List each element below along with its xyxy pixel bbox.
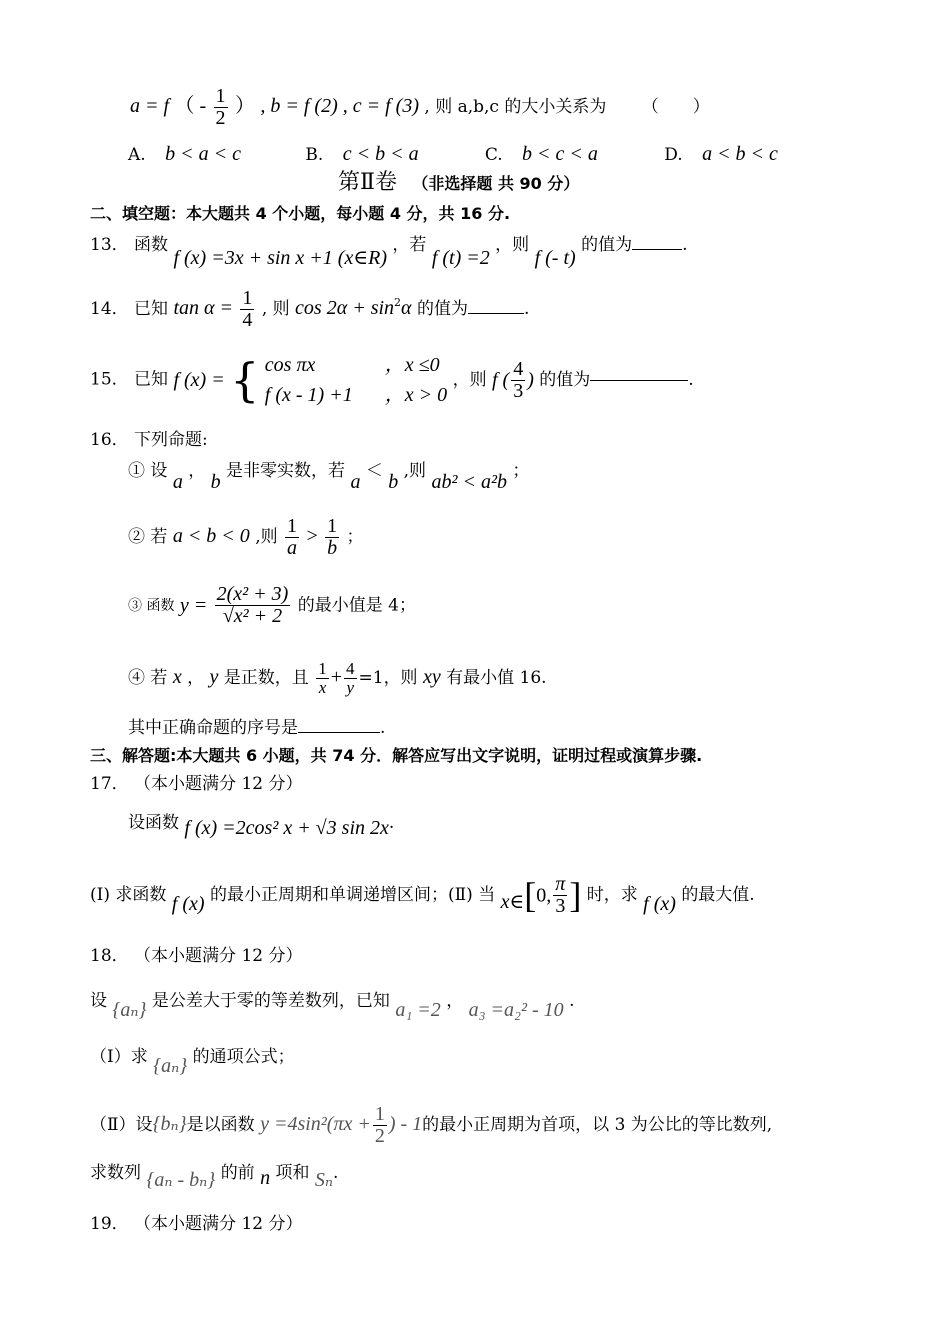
one-over-a-fraction: $\frac{1}{a}$ [287, 515, 298, 559]
q16-item-2: ② 若 a < b < 0 ,则 $\frac{1}{a}$ > $\frac{1}{b}$ ； [128, 515, 364, 559]
q16-item-4: ④ 若 x ， y 是正数，且 $\frac{1}{x}$ + $\frac{4}{y}$ =1，则 xy 有最小值 16. [128, 659, 547, 697]
question-19-header: 19． （本小题满分 12 分） [90, 1214, 303, 1234]
question-18-part2-cont: 求数列 {aₙ - bₙ} 的前 n 项和 Sₙ. [90, 1163, 339, 1191]
one-quarter-fraction: $\frac{1}{4}$ [242, 287, 253, 331]
piecewise-cases: cos πx ，x ≤0 f (x - 1) +1 ，x > 0 [264, 354, 448, 406]
left-brace: { [230, 353, 260, 407]
option-d: D. a < b < c [664, 143, 778, 165]
q12-options [128, 142, 778, 166]
question-18-stem: 设 {aₙ} 是公差大于零的等差数列，已知 a₁ =2 ， a₃ =a₂² - 10 . [90, 991, 575, 1021]
question-17-header: 17． （本小题满分 12 分） [90, 774, 303, 794]
option-b: B. c < b < a [305, 143, 419, 165]
q12-half-fraction: $\frac{1}{2}$ [215, 85, 226, 129]
four-thirds-fraction: $\frac{4}{3}$ [513, 357, 524, 402]
question-17-stem: 设函数 f (x) =2cos² x + √3 sin 2x. [128, 813, 395, 839]
one-over-b-fraction: $\frac{1}{b}$ [327, 515, 338, 559]
section-fill-blank-heading: 二、填空题：本大题共 4 个小题，每小题 4 分，共 16 分. [90, 204, 511, 223]
question-17-parts: (Ⅰ) 求函数 f (x) 的最小正周期和单调递增区间；(Ⅱ) 当 x∈[0, $\frac{\pi}{3}$ ] 时，求 f (x) 的最大值. [90, 873, 755, 918]
question-14: 14． 已知 tan α = $\frac{1}{4}$ , 则 $\cos 2\alpha + \sin^2\alpha$ 的值为 . [90, 287, 530, 331]
option-c: C. b < c < a [484, 143, 598, 165]
q12-stem: a = f （ - $\frac{1}{2}$ ） , b = f (2) , c = f (3) , 则 a,b,c 的大小关系为 （ ） [130, 85, 710, 129]
option-a: A. b < a < c [128, 143, 241, 165]
answer-blank [632, 249, 682, 250]
pi-over-three-fraction: $\frac{\pi}{3}$ [555, 873, 566, 918]
four-over-y-fraction: $\frac{4}{y}$ [346, 659, 355, 697]
right-bracket: ] [569, 875, 582, 915]
q16-item-3: ③ 函数 y = $\frac{\text{2(x² + 3)}}{\text{√x² + 2}}$ 的最小值是 4； [128, 583, 416, 627]
question-18-part2: （Ⅱ）设{bₙ}是以函数 y =4sin²(πx + $\frac{1}{2}$ ) - 1的最小正周期为首项，以 3 为公比的等比数列, [90, 1103, 773, 1147]
question-16: 16． 下列命题: [90, 430, 208, 450]
answer-paren: （ ） [641, 97, 710, 117]
question-15: 15． 已知 f (x) = { cos πx ，x ≤0 f (x - 1) +1 ，x > 0 ，则 f ( $\frac{4}{3}$ ) 的值为 . [90, 350, 694, 410]
part2-title: 第Ⅱ卷 （非选择题 共 90 分） [338, 170, 580, 195]
q16-item-1: ① 设 a ， b 是非零实数，若 a ＜ b ,则 ab² < a²b ； [128, 461, 530, 493]
left-bracket: [ [524, 875, 537, 915]
question-18-part1: （Ⅰ）求 {aₙ} 的通项公式； [90, 1047, 295, 1077]
answer-blank [468, 313, 524, 314]
function-fraction: $\frac{\text{2(x² + 3)}}{\text{√x² + 2}}$ [216, 583, 289, 627]
question-13: 13． 函数 f (x) =3x + sin x +1 (x∈R) ，若 f (t) =2 ，则 f (- t) 的值为 . [90, 235, 688, 269]
one-half-fraction: $\frac{1}{2}$ [374, 1103, 385, 1147]
q16-ask: 其中正确命题的序号是 . [128, 718, 386, 738]
answer-blank [590, 380, 688, 381]
one-over-x-fraction: $\frac{1}{x}$ [318, 659, 327, 697]
question-18-header: 18． （本小题满分 12 分） [90, 946, 303, 966]
section-solution-heading: 三、解答题:本大题共 6 小题，共 74 分．解答应写出文字说明，证明过程或演算步骤. [90, 746, 703, 765]
answer-blank [298, 732, 380, 733]
